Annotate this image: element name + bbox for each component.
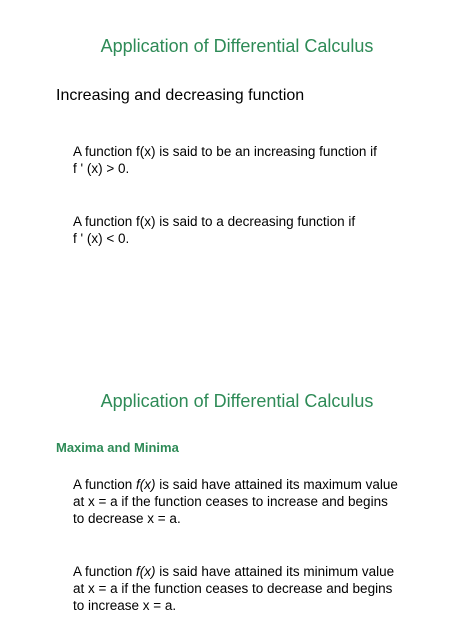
text-line: to decrease x = a. (73, 511, 181, 526)
function-symbol: f(x) (136, 564, 156, 579)
minimum-definition (73, 563, 394, 614)
text-line: A function f(x) is said to a decreasing function if (73, 214, 356, 229)
maximum-definition (73, 476, 398, 527)
text-line: A function f(x) is said to be an increasing function if (73, 144, 377, 159)
text-line: f ' (x) < 0. (73, 231, 130, 246)
text-line: at x = a if the function ceases to increase and begins (73, 494, 388, 509)
text-line (73, 563, 394, 580)
slide-maxima-minima (0, 316, 474, 632)
text-line (73, 476, 398, 493)
text-fragment: A function (73, 564, 137, 579)
slide-title: Application of Differential Calculus (100, 391, 374, 411)
text-fragment: is said have attained its maximum value (155, 477, 398, 492)
slide-subtitle: Increasing and decreasing function (56, 87, 305, 104)
decreasing-definition (73, 213, 355, 247)
text-fragment: A function (73, 477, 137, 492)
text-fragment: is said have attained its minimum value (155, 564, 395, 579)
text-line: at x = a if the function ceases to decrease and begins (73, 581, 393, 596)
text-line: f ' (x) > 0. (73, 161, 130, 176)
slide-subtitle: Maxima and Minima (56, 440, 179, 455)
slide-title: Application of Differential Calculus (100, 36, 374, 56)
function-symbol: f(x) (136, 477, 156, 492)
increasing-definition (73, 143, 377, 177)
text-line: to increase x = a. (73, 598, 177, 613)
